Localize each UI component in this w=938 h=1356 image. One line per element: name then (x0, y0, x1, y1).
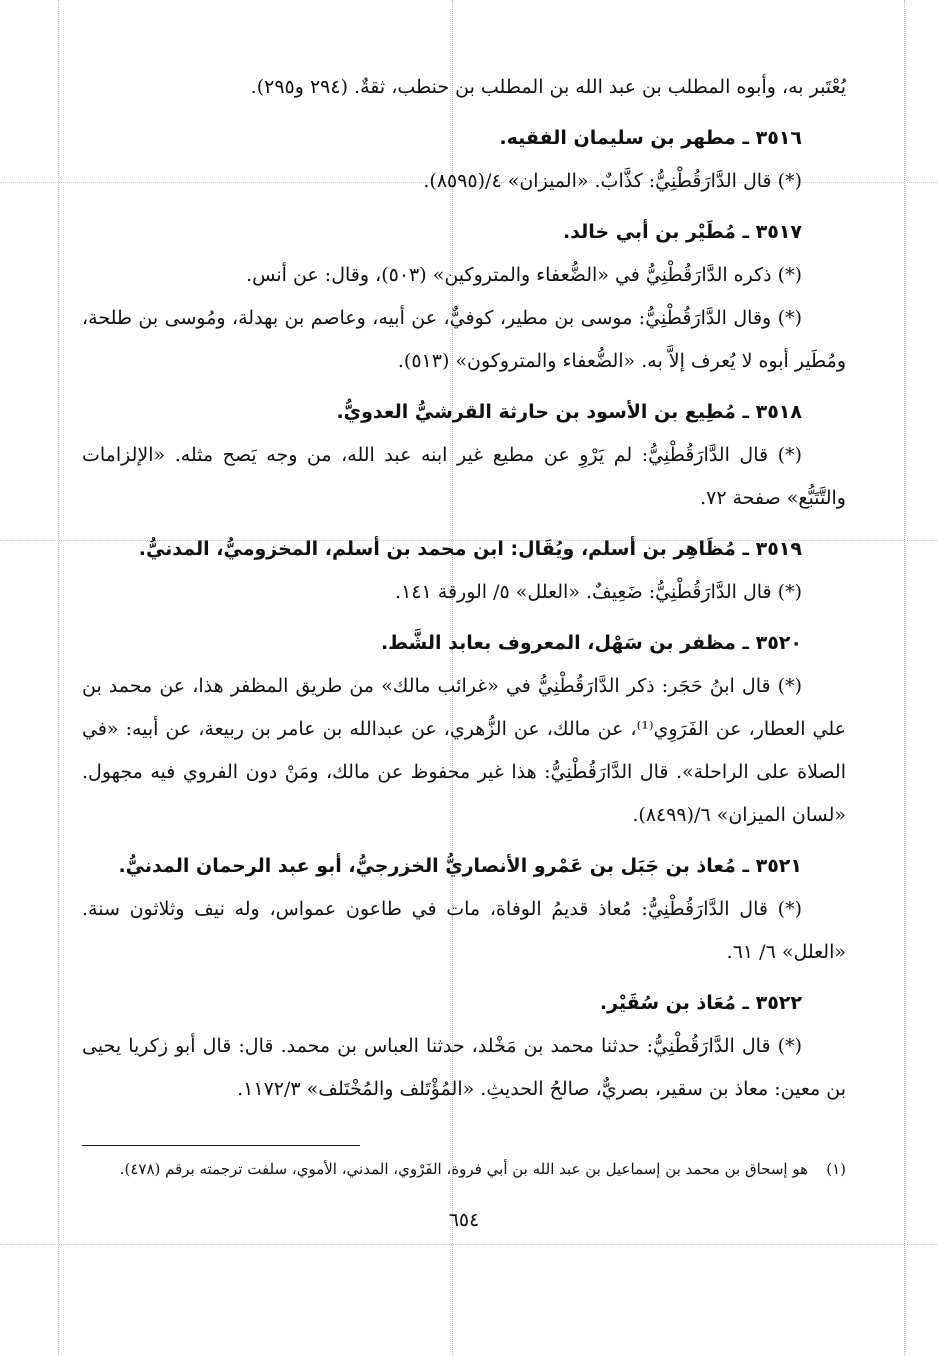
entry-3519 (82, 528, 846, 614)
entry-text: (*) قال الدَّارَقُطْنِيُّ: ضَعِيفٌ. «العلل» ٥/ الورقة ١٤١. (395, 581, 802, 603)
entry-3518 (82, 391, 846, 520)
entry-heading: ٣٥٢١ ـ مُعاذ بن جَبَل بن عَمْرو الأنصاريُّ الخزرجيُّ، أبو عبد الرحمان المدنيُّ. (118, 855, 802, 877)
entry-heading: ٣٥١٩ ـ مُظَاهِر بن أسلم، ويُقَال: ابن محمد بن أسلم، المخزوميُّ، المدنيُّ. (138, 538, 802, 560)
entry-heading: ٣٥١٦ ـ مطهر بن سليمان الفقيه. (499, 127, 802, 149)
entry-3522 (82, 982, 846, 1111)
entry-heading: ٣٥١٨ ـ مُطِيع بن الأسود بن حارثة القرشيُّ العدويُّ. (336, 401, 802, 423)
entry-text: (*) قال ابنُ حَجَر: ذكر الدَّارَقُطْنِيُّ في «غرائب مالك» من طريق المظفر هذا، عن محمد بن علي العطار، عن الفَرَوِي⁽¹⁾، عن مالك، عن الزُّهري، عن عبدالله بن عامر بن ربيعة، عن أبيه: «في الصلاة على الراحلة». قال الدَّارَقُطْنِيُّ: هذا غير محفوظ عن مالك، ومَنْ دون الفروي فيه مجهول. «لسان الميزان» ٦/(٨٤٩٩). (82, 675, 846, 826)
entry-heading: ٣٥١٧ ـ مُطَيْر بن أبي خالد. (562, 221, 802, 243)
entry-3516 (82, 117, 846, 203)
entry-3520 (82, 622, 846, 837)
entry-3517 (82, 211, 846, 383)
entry-heading: ٣٥٢٠ ـ مظفر بن سَهْل، المعروف بعابد الشَّط. (380, 632, 802, 654)
footnote-number: (١) (826, 1160, 846, 1178)
entry-text: (*) وقال الدَّارَقُطْنِيُّ: موسى بن مطير، كوفيٌّ، عن أبيه، وعاصم بن بهدلة، ومُوسى بن طلحة، ومُطَير أبوه لا يُعرف إلاَّ به. «الضُّعفاء والمتروكون» (٥١٣). (82, 307, 846, 372)
entry-heading: ٣٥٢٢ ـ مُعَاذ بن سُقَيْر. (599, 992, 802, 1014)
entry-text: (*) قال الدَّارَقُطْنِيُّ: مُعاذ قديمُ الوفاة، مات في طاعون عمواس، وله نيف وثلاثون سنة. «العلل» ٦/ ٦١. (82, 898, 846, 963)
footnote (82, 1156, 846, 1183)
footnote-separator (82, 1145, 360, 1146)
entry-text: (*) قال الدَّارَقُطْنِيُّ: حدثنا محمد بن مَخْلد، حدثنا العباس بن محمد. قال: قال أبو زكريا يحيى بن معين: معاذ بن سقير، بصريٌّ، صالحُ الحديثِ. «المُؤْتَلف والمُخْتَلف» ١١٧٢/٣. (82, 1035, 846, 1100)
entry-text: (*) قال الدَّارَقُطْنِيُّ: لم يَرْوِ عن مطيع غير ابنه عبد الله، من وجه يَصح مثله. «الإلزامات والتَّتَبُّع» صفحة ٧٢. (82, 444, 846, 509)
entry-text: (*) قال الدَّارَقُطْنِيُّ: كذَّابٌ. «الميزان» ٤/(٨٥٩٥). (423, 170, 802, 192)
footnote-text: هو إسحاق بن محمد بن إسماعيل بن عبد الله بن أبي فروة، الفَرْوي، المدني، الأموي، سلفت ترجمته برقم (٤٧٨). (119, 1160, 808, 1178)
continued-line: يُعْتَبر به، وأبوه المطلب بن عبد الله بن المطلب بن حنطب، ثقةٌ. (٢٩٤ و٢٩٥). (250, 76, 846, 98)
entry-text: (*) ذكره الدَّارَقُطْنِيُّ في «الضُّعفاء والمتروكين» (٥٠٣)، وقال: عن أنس. (246, 264, 802, 286)
entry-3521 (82, 845, 846, 974)
page-number: ٦٥٤ (448, 1209, 480, 1231)
